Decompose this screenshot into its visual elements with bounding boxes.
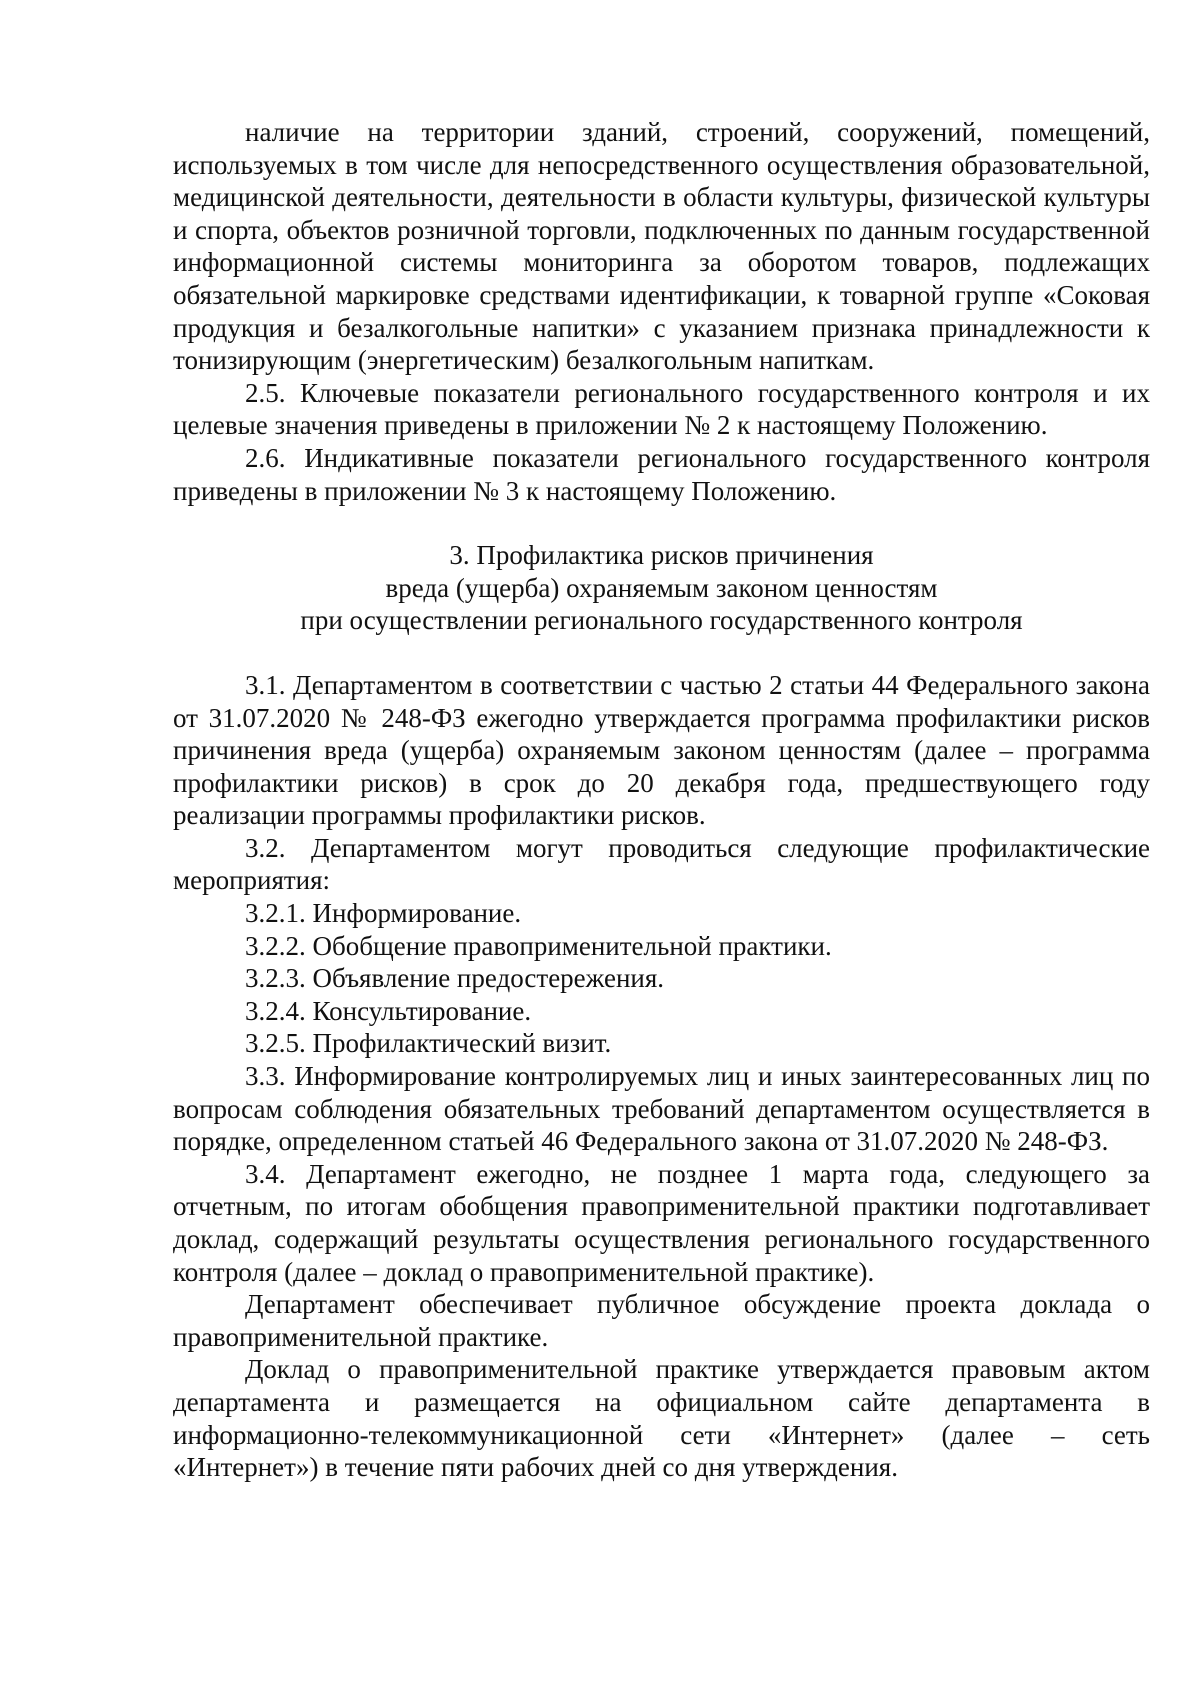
document-body (173, 116, 1150, 1484)
paragraph-2-5: 2.5. Ключевые показатели регионального государственного контроля и их целевые значения приведены в приложении № 2 к настоящему Положению. (173, 377, 1150, 441)
paragraph-3-1: 3.1. Департаментом в соответствии с частью 2 статьи 44 Федерального закона от 31.07.2020 № 248-ФЗ ежегодно утверждается программа профилактики рисков причинения вреда (ущерба) охраняемым законом ценностям (далее – программа профилактики рисков) в срок до 20 декабря года, предшествующего году реализации программы профилактики рисков. (173, 669, 1150, 831)
section-heading-line-2: вреда (ущерба) охраняемым законом ценностям (385, 572, 938, 603)
paragraph-public-discussion: Департамент обеспечивает публичное обсуждение проекта доклада о правоприменительной практике. (173, 1289, 1150, 1352)
paragraph-report-approval: Доклад о правоприменительной практике утверждается правовым актом департамента и размещается на официальном сайте департамента в информационно-телекоммуникационной сети «Интернет» (далее – сеть «Интернет») в течение пяти рабочих дней со дня утверждения. (173, 1354, 1150, 1483)
paragraph-3-2-4: 3.2.4. Консультирование. (245, 995, 532, 1026)
section-heading-line-1: 3. Профилактика рисков причинения (449, 540, 874, 571)
paragraph-3-2-5: 3.2.5. Профилактический визит. (245, 1028, 612, 1059)
paragraph-3-2: 3.2. Департаментом могут проводиться следующие профилактические мероприятия: (173, 832, 1150, 896)
paragraph-3-4: 3.4. Департамент ежегодно, не позднее 1 марта года, следующего за отчетным, по итогам обобщения правоприменительной практики подготавливает доклад, содержащий результаты осуществления регионального государственного контроля (далее – доклад о правоприменительной практике). (173, 1158, 1150, 1287)
paragraph-3-2-2: 3.2.2. Обобщение правоприменительной практики. (245, 930, 832, 961)
paragraph-2-6: 2.6. Индикативные показатели регионального государственного контроля приведены в приложении № 3 к настоящему Положению. (173, 442, 1150, 506)
paragraph-3-2-1: 3.2.1. Информирование. (245, 898, 522, 929)
paragraph-3-3: 3.3. Информирование контролируемых лиц и иных заинтересованных лиц по вопросам соблюдения обязательных требований департаментом осуществляется в порядке, определенном статьей 46 Федерального закона от 31.07.2020 № 248-ФЗ. (173, 1061, 1150, 1157)
section-heading-line-3: при осуществлении регионального государственного контроля (300, 605, 1023, 636)
paragraph-continuation: наличие на территории зданий, строений, сооружений, помещений, используемых в том числе для непосредственного осуществления образовательной, медицинской деятельности, деятельности в области культуры, физической культуры и спорта, объектов розничной торговли, подключенных по данным государственной информационной системы мониторинга за оборотом товаров, подлежащих обязательной маркировке средствами идентификации, к товарной группе «Соковая продукция и безалкогольные напитки» с указанием признака принадлежности к тонизирующим (энергетическим) безалкогольным напиткам. (173, 117, 1150, 376)
section-heading (173, 539, 1150, 637)
paragraph-3-2-3: 3.2.3. Объявление предостережения. (245, 963, 665, 994)
